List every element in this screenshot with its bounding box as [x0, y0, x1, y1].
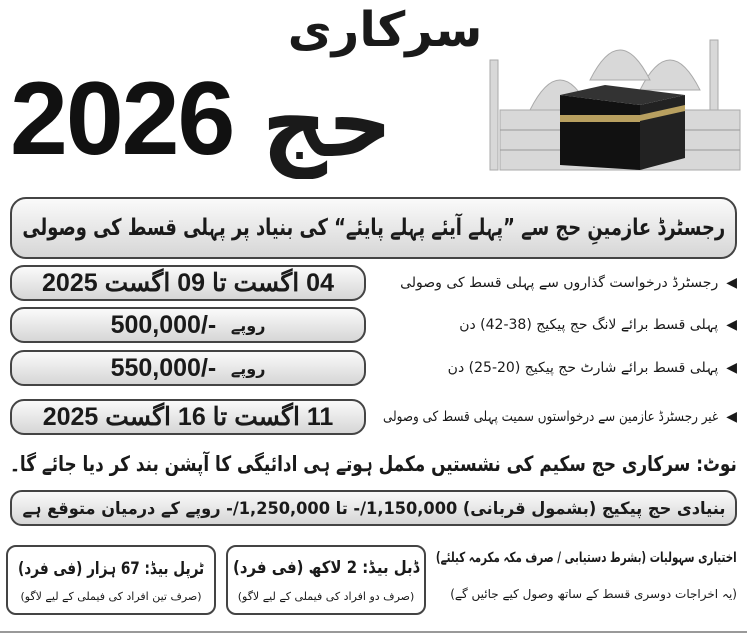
triple-bed-note: (صرف تین افراد کی فیملی کے لیے لاگو)	[20, 589, 202, 603]
triangle-left-icon: ◀	[726, 409, 737, 425]
base-package-box	[10, 490, 737, 526]
row-value-long-package	[10, 307, 366, 343]
optional-facilities	[436, 545, 737, 615]
row-label	[377, 399, 737, 435]
title-year: 2026	[10, 61, 234, 177]
triangle-left-icon: ◀	[726, 360, 737, 376]
banner-text: رجسٹرڈ عازمینِ حج سے ”پہلے آیئے پہلے پایئے“ کی بنیاد پر پہلی قسط کی وصولی	[22, 215, 725, 241]
row-value-registered-date	[10, 265, 366, 301]
row-label	[377, 307, 737, 343]
row-value-unregistered-date	[10, 399, 366, 435]
banner-first-come	[10, 197, 737, 259]
date-range: 04 اگست تا 09 اگست 2025	[42, 269, 334, 297]
note-wrap	[10, 447, 737, 483]
triple-bed-title: ٹرپل بیڈ: 67 ہزار (فی فرد)	[17, 558, 205, 579]
double-bed-note-wrap	[233, 588, 419, 604]
bottom-divider	[0, 631, 747, 633]
base-package-text: بنیادی حج پیکیج (بشمول قربانی) 1,150,000/- تا 1,250,000/- روپے کے درمیان متوقع ہے	[22, 498, 725, 519]
amount: 550,000/-	[110, 353, 217, 382]
title-hajj: حج	[261, 67, 393, 179]
optional-subtitle-wrap	[436, 583, 737, 605]
row-label	[377, 350, 737, 386]
amount: 500,000/-	[110, 310, 217, 339]
triangle-left-icon: ◀	[726, 275, 737, 291]
row-label	[377, 265, 737, 301]
title-sarkari-wrap	[285, 0, 485, 60]
triple-bed-note-wrap	[18, 588, 204, 604]
triple-bed-box	[6, 545, 216, 615]
optional-title: اختیاری سہولیات (بشرط دستیابی / صرف مکہ مکرمہ کیلئے)	[436, 550, 737, 566]
label-text: پہلی قسط برائے لانگ حج پیکیج (38-42) دن	[459, 317, 719, 333]
note-text: نوٹ: سرکاری حج سکیم کی نشستیں مکمل ہوتے ہی ادائیگی کا آپشن بند کر دیا جائے گا۔	[10, 452, 737, 477]
label-text: پہلی قسط برائے شارٹ حج پیکیج (20-25) دن	[447, 360, 719, 376]
row-value-short-package	[10, 350, 366, 386]
label-text: غیر رجسٹرڈ عازمین سے درخواستوں سمیت پہلی قسط کی وصولی	[383, 409, 719, 425]
title-hajj-wrap	[262, 68, 392, 178]
optional-subtitle: (یہ اخراجات دوسری قسط کے ساتھ وصول کیے جائیں گے)	[450, 587, 737, 601]
double-bed-note: (صرف دو افراد کی فیملی کے لیے لاگو)	[237, 589, 415, 603]
double-bed-title-wrap	[233, 556, 419, 580]
triple-bed-title-wrap	[18, 556, 204, 580]
triangle-left-icon: ◀	[726, 317, 737, 333]
double-bed-box	[226, 545, 426, 615]
kaaba-mosque-illustration	[470, 0, 747, 180]
label-text: رجسٹرڈ درخواست گذاروں سے پہلی قسط کی وصولی	[400, 275, 719, 291]
optional-title-wrap	[436, 545, 737, 571]
title-sarkari: سرکاری	[287, 2, 483, 58]
double-bed-title: ڈبل بیڈ: 2 لاکھ (فی فرد)	[232, 558, 420, 578]
unit: روپے	[230, 358, 266, 378]
unit: روپے	[230, 315, 266, 335]
date-range: 11 اگست تا 16 اگست 2025	[42, 403, 334, 431]
